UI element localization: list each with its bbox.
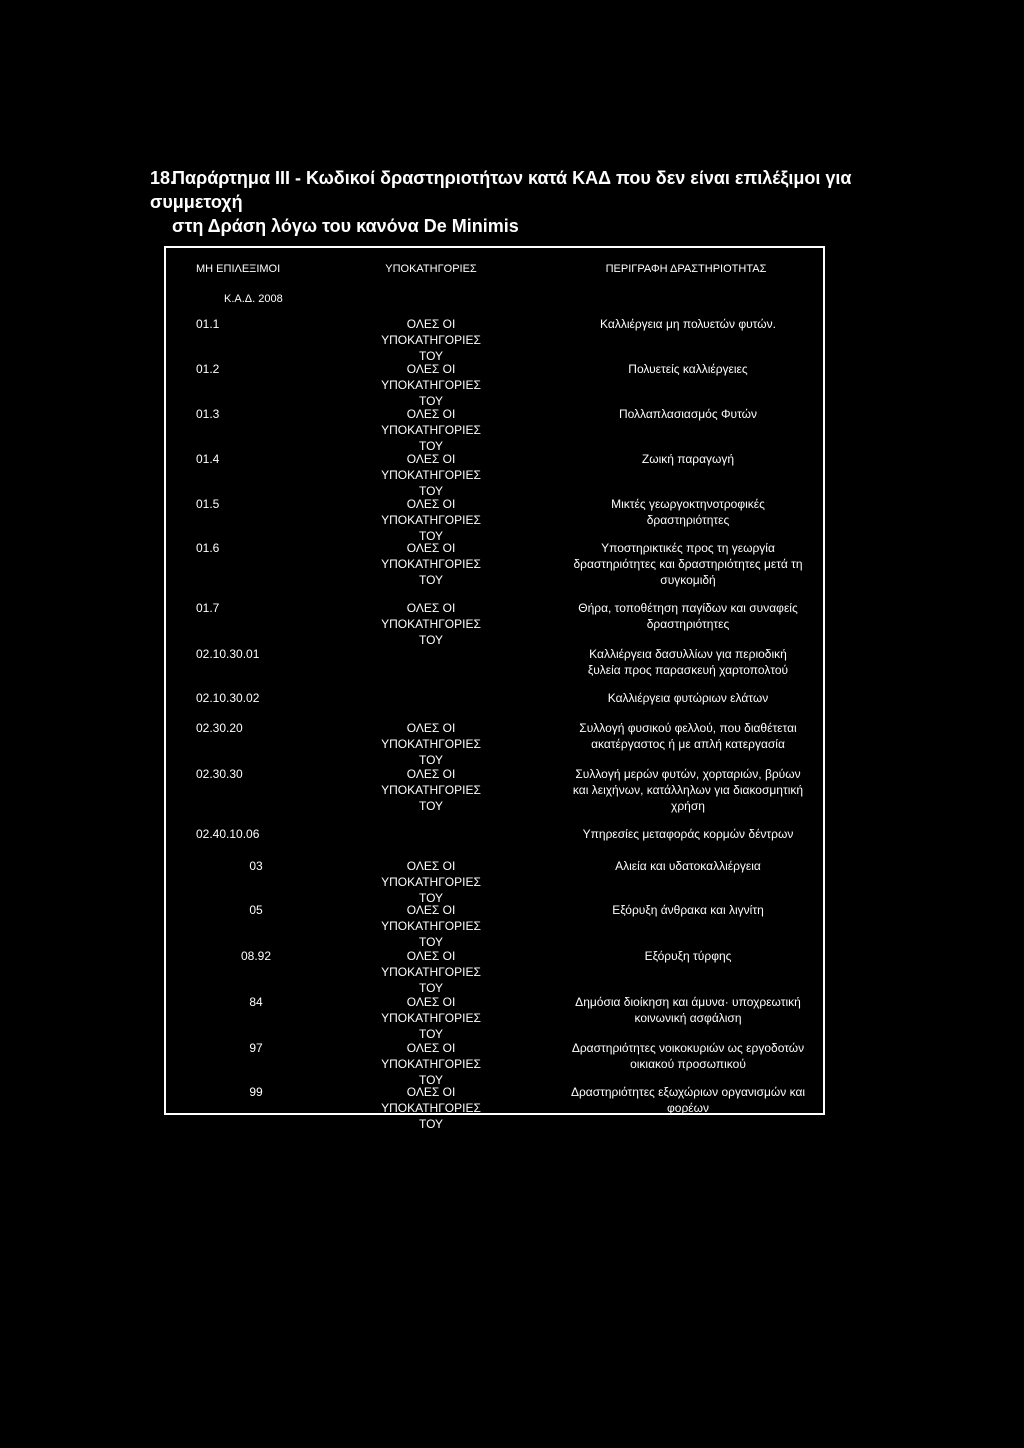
subcategory-cell (356, 858, 506, 906)
description-line: δραστηριότητες (646, 513, 730, 527)
kad-code: 05 (249, 903, 263, 917)
header-kad-line-1: ΜΗ ΕΠΙΛΕΞΙΜΟΙ (196, 263, 281, 275)
subcategory-line: ΤΟΥ (418, 1027, 444, 1041)
description-cell (554, 826, 822, 842)
subcategory-line: ΤΟΥ (418, 1117, 444, 1131)
subcategory-cell (356, 406, 506, 454)
description-cell (554, 316, 822, 332)
subcategory-cell (356, 720, 506, 768)
kad-code: 01.4 (196, 452, 220, 466)
subcategory-line: ΤΟΥ (418, 439, 444, 453)
description-line: Εξόρυξη άνθρακα και λιγνίτη (612, 903, 764, 917)
activity-codes-table (164, 246, 825, 1131)
description-line: Συλλογή φυσικού φελλού, που διαθέτεται (579, 721, 797, 735)
subcategory-line: ΟΛΕΣ ΟΙ ΥΠΟΚΑΤΗΓΟΡΙΕΣ (381, 859, 481, 889)
description-cell (554, 994, 822, 1026)
header-subcategories: ΥΠΟΚΑΤΗΓΟΡΙΕΣ (385, 263, 477, 275)
description-line: Μικτές γεωργοκτηνοτροφικές (611, 497, 765, 511)
description-line: Θήρα, τοποθέτηση παγίδων και συναφείς (578, 601, 798, 615)
description-cell (554, 361, 822, 377)
subcategory-cell (356, 902, 506, 950)
description-cell (554, 1040, 822, 1072)
description-cell (554, 720, 822, 752)
subcategory-cell (356, 948, 506, 996)
subcategory-cell (356, 451, 506, 499)
description-cell (554, 540, 822, 588)
description-line: φορέων (667, 1101, 709, 1115)
description-line: Καλλιέργεια φυτώριων ελάτων (607, 691, 769, 705)
description-line: Αλιεία και υδατοκαλλιέργεια (615, 859, 761, 873)
kad-code: 02.30.30 (196, 767, 243, 781)
description-line: Δραστηριότητες νοικοκυριών ως εργοδοτών (571, 1041, 805, 1055)
description-line: Καλλιέργεια μη πολυετών φυτών. (600, 317, 776, 331)
kad-code: 02.10.30.01 (196, 647, 260, 661)
subcategory-line: ΟΛΕΣ ΟΙ ΥΠΟΚΑΤΗΓΟΡΙΕΣ (381, 1085, 481, 1115)
kad-code: 99 (249, 1085, 263, 1099)
description-cell (554, 766, 822, 814)
description-line: οικιακού προσωπικού (630, 1057, 746, 1071)
description-cell (554, 600, 822, 632)
kad-code: 01.3 (196, 407, 220, 421)
kad-code: 08.92 (240, 949, 272, 963)
description-line: Ζωική παραγωγή (641, 452, 735, 466)
kad-code: 02.30.20 (196, 721, 243, 735)
subcategory-line: ΤΟΥ (418, 753, 444, 767)
kad-code: 01.6 (196, 541, 220, 555)
subcategory-line: ΟΛΕΣ ΟΙ ΥΠΟΚΑΤΗΓΟΡΙΕΣ (381, 903, 481, 933)
description-line: κοινωνική ασφάλιση (634, 1011, 742, 1025)
subcategory-line: ΤΟΥ (418, 799, 444, 813)
description-line: και λειχήνων, κατάλληλων για διακοσμητική (572, 783, 804, 797)
heading-line-1: Παράρτημα III - Κωδικοί δραστηριοτήτων κατά ΚΑΔ που δεν είναι επιλέξιμοι για συμμετοχή (150, 168, 852, 212)
description-cell (554, 858, 822, 874)
subcategory-line: ΟΛΕΣ ΟΙ ΥΠΟΚΑΤΗΓΟΡΙΕΣ (381, 995, 481, 1025)
header-kad (196, 262, 316, 306)
kad-code: 02.10.30.02 (196, 691, 260, 705)
description-cell (554, 1084, 822, 1116)
subcategory-line: ΟΛΕΣ ΟΙ ΥΠΟΚΑΤΗΓΟΡΙΕΣ (381, 767, 481, 797)
description-line: Υποστηρικτικές προς τη γεωργία (601, 541, 775, 555)
subcategory-cell (356, 496, 506, 544)
document-heading (150, 166, 910, 238)
description-cell (554, 496, 822, 528)
kad-code: 01.1 (196, 317, 220, 331)
subcategory-cell (356, 361, 506, 409)
kad-code: 01.2 (196, 362, 220, 376)
subcategory-cell (356, 540, 506, 588)
subcategory-line: ΤΟΥ (418, 633, 444, 647)
subcategory-line: ΟΛΕΣ ΟΙ ΥΠΟΚΑΤΗΓΟΡΙΕΣ (381, 541, 481, 571)
description-line: Υπηρεσίες μεταφοράς κορμών δέντρων (582, 827, 794, 841)
kad-code: 01.5 (196, 497, 220, 511)
subcategory-line: ΤΟΥ (418, 981, 444, 995)
description-line: Δραστηριότητες εξωχώριων οργανισμών και (570, 1085, 806, 1099)
description-line: Εξόρυξη τύρφης (644, 949, 732, 963)
kad-code: 97 (249, 1041, 263, 1055)
subcategory-line: ΤΟΥ (418, 394, 444, 408)
subcategory-line: ΟΛΕΣ ΟΙ ΥΠΟΚΑΤΗΓΟΡΙΕΣ (381, 601, 481, 631)
heading-line-2: στη Δράση λόγω του κανόνα De Minimis (172, 216, 519, 236)
kad-code: 02.40.10.06 (196, 827, 260, 841)
subcategory-cell (356, 316, 506, 364)
subcategory-cell (356, 766, 506, 814)
header-kad-line-2: Κ.Α.Δ. 2008 (224, 293, 283, 305)
description-cell (554, 902, 822, 918)
subcategory-line: ΟΛΕΣ ΟΙ ΥΠΟΚΑΤΗΓΟΡΙΕΣ (381, 317, 481, 347)
subcategory-line: ΤΟΥ (418, 529, 444, 543)
subcategory-cell (356, 600, 506, 648)
kad-code: 01.7 (196, 601, 220, 615)
description-line: χρήση (671, 799, 705, 813)
description-line: Συλλογή μερών φυτών, χορταριών, βρύων (575, 767, 801, 781)
description-cell (554, 406, 822, 422)
kad-code: 84 (249, 995, 263, 1009)
description-line: Πολυετείς καλλιέργειες (628, 362, 748, 376)
kad-code: 03 (249, 859, 263, 873)
subcategory-line: ΟΛΕΣ ΟΙ ΥΠΟΚΑΤΗΓΟΡΙΕΣ (381, 1041, 481, 1071)
subcategory-line: ΟΛΕΣ ΟΙ ΥΠΟΚΑΤΗΓΟΡΙΕΣ (381, 721, 481, 751)
subcategory-cell (356, 1084, 506, 1132)
description-line: ξυλεία προς παρασκευή χαρτοπολτού (587, 663, 789, 677)
description-cell (554, 690, 822, 706)
subcategory-line: ΟΛΕΣ ΟΙ ΥΠΟΚΑΤΗΓΟΡΙΕΣ (381, 949, 481, 979)
heading-number: 18. (150, 168, 176, 188)
subcategory-line: ΤΟΥ (418, 1073, 444, 1087)
subcategory-line: ΟΛΕΣ ΟΙ ΥΠΟΚΑΤΗΓΟΡΙΕΣ (381, 407, 481, 437)
description-cell (554, 646, 822, 678)
subcategory-line: ΤΟΥ (418, 891, 444, 905)
description-line: δραστηριότητες και δραστηριότητες μετά τη (573, 557, 803, 571)
header-description: ΠΕΡΙΓΡΑΦΗ ΔΡΑΣΤΗΡΙΟΤΗΤΑΣ (605, 263, 767, 275)
description-line: ακατέργαστος ή με απλή κατεργασία (591, 737, 785, 751)
subcategory-cell (356, 994, 506, 1042)
description-line: Καλλιέργεια δασυλλίων για περιοδική (589, 647, 787, 661)
description-cell (554, 451, 822, 467)
description-line: Δημόσια διοίκηση και άμυνα· υποχρεωτική (575, 995, 801, 1009)
description-line: δραστηριότητες (646, 617, 730, 631)
subcategory-line: ΟΛΕΣ ΟΙ ΥΠΟΚΑΤΗΓΟΡΙΕΣ (381, 497, 481, 527)
description-cell (554, 948, 822, 964)
subcategory-line: ΟΛΕΣ ΟΙ ΥΠΟΚΑΤΗΓΟΡΙΕΣ (381, 452, 481, 482)
subcategory-line: ΟΛΕΣ ΟΙ ΥΠΟΚΑΤΗΓΟΡΙΕΣ (381, 362, 481, 392)
subcategory-line: ΤΟΥ (418, 349, 444, 363)
subcategory-line: ΤΟΥ (418, 484, 444, 498)
subcategory-cell (356, 1040, 506, 1088)
subcategory-line: ΤΟΥ (418, 935, 444, 949)
subcategory-line: ΤΟΥ (418, 573, 444, 587)
description-line: συγκομιδή (660, 573, 716, 587)
description-line: Πολλαπλασιασμός Φυτών (618, 407, 758, 421)
